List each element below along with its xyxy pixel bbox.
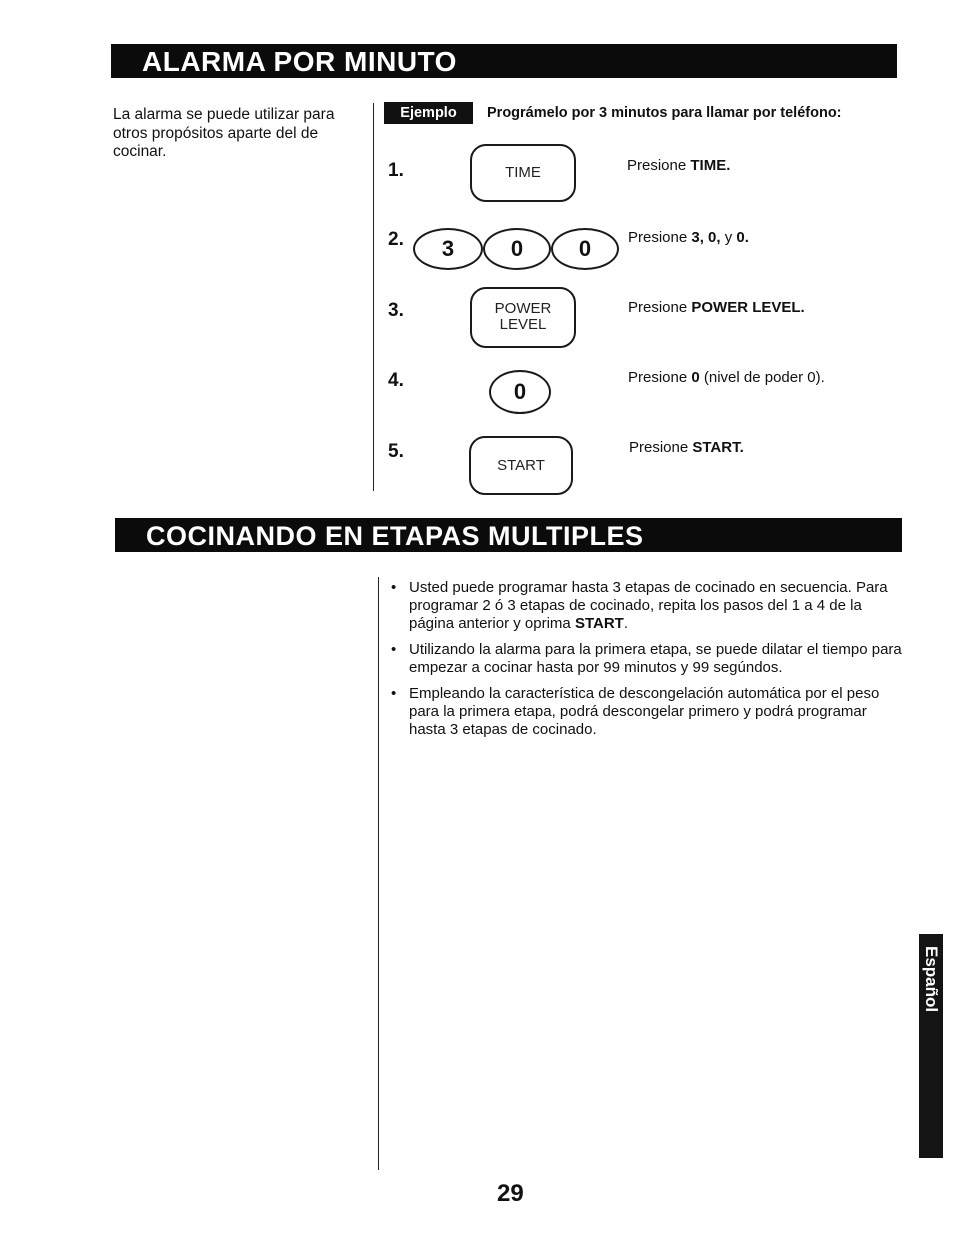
- bullet-dot-icon: •: [391, 685, 397, 702]
- section-title-cocinando: COCINANDO EN ETAPAS MULTIPLES: [115, 518, 902, 552]
- step-4-digit: 0: [691, 369, 700, 386]
- bullet-end: .: [623, 615, 628, 632]
- list-item: [391, 579, 906, 633]
- language-tab-label: Español: [922, 945, 941, 1013]
- bullet-text: Empleando la característica de descongelación automática por el peso para la primera etapa, podrá descongelar primero y podrá programar hasta 3 etapas de cocinado.: [409, 685, 880, 738]
- bullet-dot-icon: •: [391, 641, 397, 658]
- step-4-text: Presione: [628, 369, 692, 386]
- step-5-key-name: START.: [692, 439, 744, 456]
- digit-0-key-icon: 0: [483, 228, 551, 270]
- step-2-text: Presione: [628, 229, 692, 246]
- step-1-text: Presione: [627, 157, 691, 174]
- step-number-2: 2.: [388, 229, 404, 250]
- list-item: [391, 641, 906, 677]
- power-level-key-icon: [470, 287, 576, 348]
- example-tag: Ejemplo: [384, 102, 473, 124]
- page-number: 29: [497, 1180, 524, 1207]
- bullet-text: Utilizando la alarma para la primera etapa, se puede dilatar el tiempo para empezar a cocinar hasta por 99 minutos y 99 segúndos.: [409, 641, 902, 676]
- section-title-alarma: ALARMA POR MINUTO: [111, 44, 897, 78]
- digit-3-key-icon: 3: [413, 228, 483, 270]
- list-item: [391, 685, 906, 739]
- bullet-dot-icon: •: [391, 579, 397, 596]
- step-1-key-name: TIME.: [690, 157, 731, 174]
- step-number-3: 3.: [388, 300, 404, 321]
- step-number-1: 1.: [388, 160, 404, 181]
- step-2-instruction: [628, 229, 749, 247]
- step-1-instruction: [627, 157, 730, 175]
- step-4-instruction: [628, 369, 825, 387]
- bullet-list: [391, 579, 906, 747]
- step-4-note: (nivel de poder 0).: [699, 369, 825, 386]
- step-2-digits: 3, 0,: [691, 229, 721, 246]
- intro-text: La alarma se puede utilizar para otros propósitos aparte del de cocinar.: [113, 106, 335, 160]
- step-3-text: Presione: [628, 299, 692, 316]
- power-level-key-line1: POWER: [494, 300, 552, 317]
- step-5-text: Presione: [629, 439, 693, 456]
- digit-0-key-icon: 0: [551, 228, 619, 270]
- column-divider: [373, 103, 374, 491]
- step-2-last-digit: 0.: [736, 229, 749, 246]
- bullet-bold-term: START: [574, 615, 624, 632]
- example-heading: Prográmelo por 3 minutos para llamar por teléfono:: [487, 105, 842, 121]
- step-2-connector: y: [720, 229, 737, 246]
- bullet-text: Usted puede programar hasta 3 etapas de cocinado en secuencia. Para programar 2 ó 3 etapas de cocinado, repita los pasos del 1 a 4 de la página anterior y oprima: [409, 579, 888, 632]
- step-3-key-name: POWER LEVEL.: [691, 299, 805, 316]
- step-5-instruction: [629, 439, 744, 457]
- start-key-label: START: [497, 457, 545, 474]
- digit-0-key-icon: 0: [489, 370, 551, 414]
- step-3-instruction: [628, 299, 805, 317]
- time-key-icon: [470, 144, 576, 202]
- power-level-key-line2: LEVEL: [499, 316, 547, 333]
- step-number-5: 5.: [388, 441, 404, 462]
- start-key-icon: [469, 436, 573, 495]
- step-number-4: 4.: [388, 370, 404, 391]
- time-key-label: TIME: [505, 164, 541, 181]
- column-divider: [378, 577, 379, 1170]
